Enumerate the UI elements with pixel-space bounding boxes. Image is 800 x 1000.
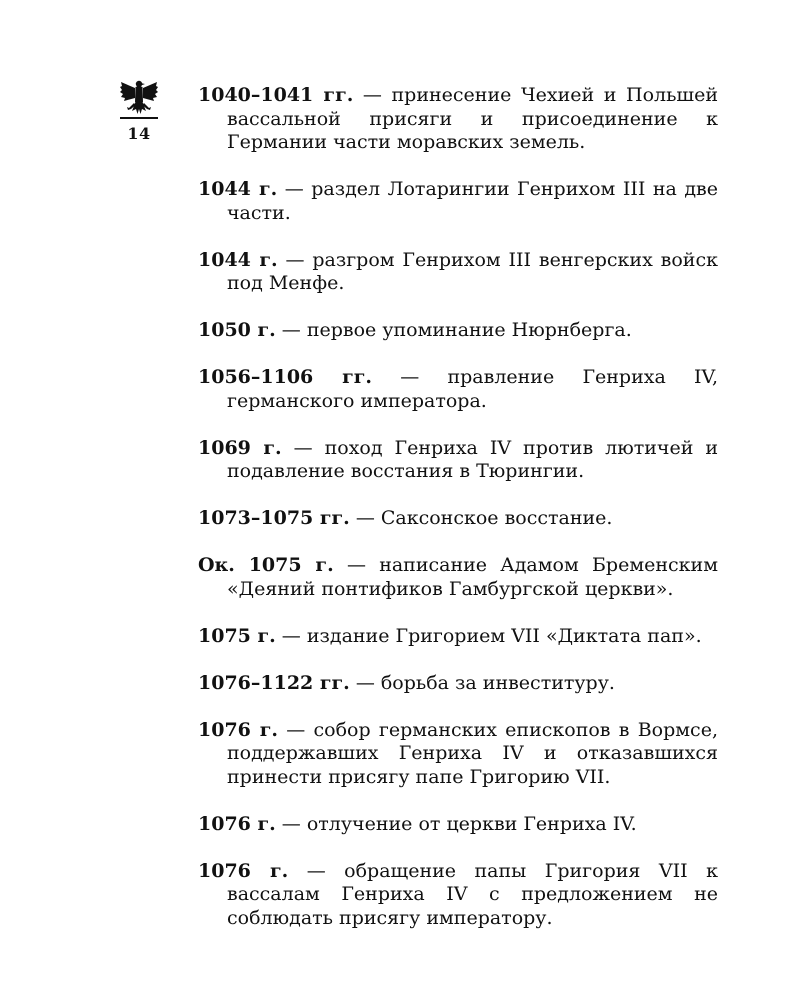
chronology-entry [198, 554, 718, 601]
entry-date: 1040–1041 гг. [198, 84, 354, 106]
page-number: 14 [127, 124, 151, 143]
entry-text: — принесение Чехией и Польшей вассальной присяги и присоединение к Германии части моравских земель. [227, 84, 718, 153]
entry-text: — первое упоминание Нюрнберга. [275, 319, 632, 341]
chronology-list [198, 84, 718, 954]
entry-text: — отлучение от церкви Генриха IV. [275, 812, 637, 835]
entry-date: 1076 г. [198, 859, 289, 882]
entry-date: 1073–1075 гг. [198, 507, 350, 529]
entry-text: — собор германских епископов в Вормсе, поддержавших Генриха IV и отказавшихся принести присягу папе Григорию VII. [227, 718, 718, 788]
chronology-entry [198, 84, 718, 155]
chronology-entry [198, 366, 718, 413]
entry-text: — правление Генриха IV, германского императора. [227, 366, 718, 412]
entry-date: 1069 г. [198, 436, 282, 459]
chronology-entry [198, 178, 718, 225]
chronology-entry [198, 719, 718, 790]
entry-text: — разгром Генрихом III венгерских войск под Менфе. [227, 248, 718, 294]
entry-date: 1044 г. [198, 178, 278, 200]
chronology-entry [198, 437, 718, 484]
entry-text: — обращение папы Григория VII к вассалам Генриха IV с предложением не соблюдать присягу императору. [227, 859, 718, 929]
entry-date: 1075 г. [198, 624, 276, 647]
chronology-entry [198, 813, 718, 837]
entry-text: — раздел Лотарингии Генрихом III на две части. [227, 178, 718, 224]
chronology-entry [198, 860, 718, 931]
chronology-entry [198, 672, 718, 696]
eagle-emblem-icon [119, 78, 159, 120]
entry-text: — написание Адамом Бременским «Деяний понтификов Гамбургской церкви». [227, 554, 718, 600]
entry-text: — поход Генриха IV против лютичей и подавление восстания в Тюрингии. [227, 436, 718, 482]
entry-text: — издание Григорием VII «Диктата пап». [275, 624, 702, 647]
chronology-entry [198, 319, 718, 343]
entry-date: 1076 г. [198, 812, 276, 835]
entry-date: Ок. 1075 г. [198, 554, 334, 576]
chronology-entry [198, 507, 718, 531]
entry-date: 1056–1106 гг. [198, 366, 372, 388]
chronology-entry [198, 249, 718, 296]
entry-date: 1076 г. [198, 718, 278, 741]
entry-date: 1044 г. [198, 248, 278, 271]
entry-date: 1050 г. [198, 319, 276, 341]
entry-text: — борьба за инвеституру. [349, 671, 615, 694]
entry-date: 1076–1122 гг. [198, 671, 350, 694]
entry-text: — Саксонское восстание. [349, 507, 613, 529]
chronology-entry [198, 625, 718, 649]
